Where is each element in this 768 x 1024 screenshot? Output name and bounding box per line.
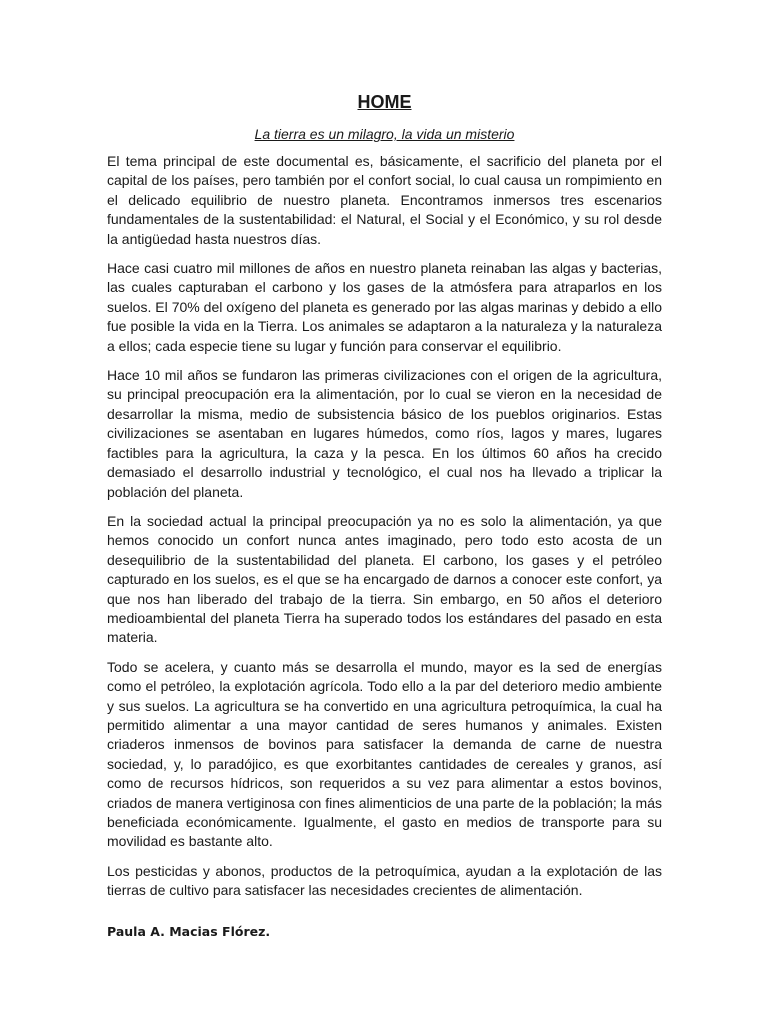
paragraph: En la sociedad actual la principal preocupación ya no es solo la alimentación, ya que hemos conocido un confort nunca antes imaginado, pero todo esto acosta de un desequilibrio de la sustentabilidad del planeta. El carbono, los gases y el petróleo capturado en los suelos, es el que se ha encargado de darnos a conocer este confort, ya que nos han liberado del trabajo de la tierra. Sin embargo, en 50 años el deterioro medioambiental del planeta Tierra ha superado todos los estándares del pasado en esta materia. — [107, 512, 662, 646]
paragraph: Hace 10 mil años se fundaron las primeras civilizaciones con el origen de la agricultura, su principal preocupación era la alimentación, por lo cual se vieron en la necesidad de desarrollar la misma, medio de subsistencia básico de los pueblos originarios. Estas civilizaciones se asentaban en lugares húmedos, como ríos, lagos y mares, lugares factibles para la agricultura, la caza y la pesca. En los últimos 60 años ha crecido demasiado el desarrollo industrial y tecnológico, el cual nos ha llevado a triplicar la población del planeta. — [107, 367, 662, 500]
paragraph: El tema principal de este documental es, básicamente, el sacrificio del planeta por el capital de los países, pero también por el confort social, lo cual causa un rompimiento en el delicado equilibrio de nuestro planeta. Encontramos inmersos tres escenarios fundamentales de la sustentabilidad: el Natural, el Social y el Económico, y su rol desde la antigüedad hasta nuestros días. — [107, 153, 662, 247]
paragraph: Todo se acelera, y cuanto más se desarrolla el mundo, mayor es la sed de energías como el petróleo, la explotación agrícola. Todo ello a la par del deterioro medio ambiente y sus suelos. La agricultura se ha convertido en una agricultura petroquímica, la cual ha permitido alimentar a una mayor cantidad de seres humanos y animales. Existen criaderos inmensos de bovinos para satisfacer la demanda de carne de nuestra sociedad, y, lo paradójico, es que exorbitantes cantidades de cereales y granos, así como de recursos hídricos, son requeridos a su vez para alimentar a estos bovinos, criados de manera vertiginosa con fines alimenticios de una parte de la población; la más beneficiada económicamente. Igualmente, el gasto en medios de transporte para su movilidad es bastante alto. — [107, 658, 662, 850]
author-signature: Paula A. Macias Flórez. — [107, 923, 271, 939]
document-title: HOME — [357, 92, 412, 112]
document-subtitle: La tierra es un milagro, la vida un misterio — [254, 126, 515, 142]
document-page — [107, 90, 662, 941]
paragraph: Hace casi cuatro mil millones de años en nuestro planeta reinaban las algas y bacterias, las cuales capturaban el carbono y los gases de la atmósfera para atraparlos en los suelos. El 70% del oxígeno del planeta es generado por las algas marinas y debido a ello fue posible la vida en la Tierra. Los animales se adaptaron a la naturaleza y la naturaleza a ellos; cada especie tiene su lugar y función para conservar el equilibrio. — [107, 260, 662, 354]
paragraph: Los pesticidas y abonos, productos de la petroquímica, ayudan a la explotación de las tierras de cultivo para satisfacer las necesidades crecientes de alimentación. — [107, 862, 662, 899]
